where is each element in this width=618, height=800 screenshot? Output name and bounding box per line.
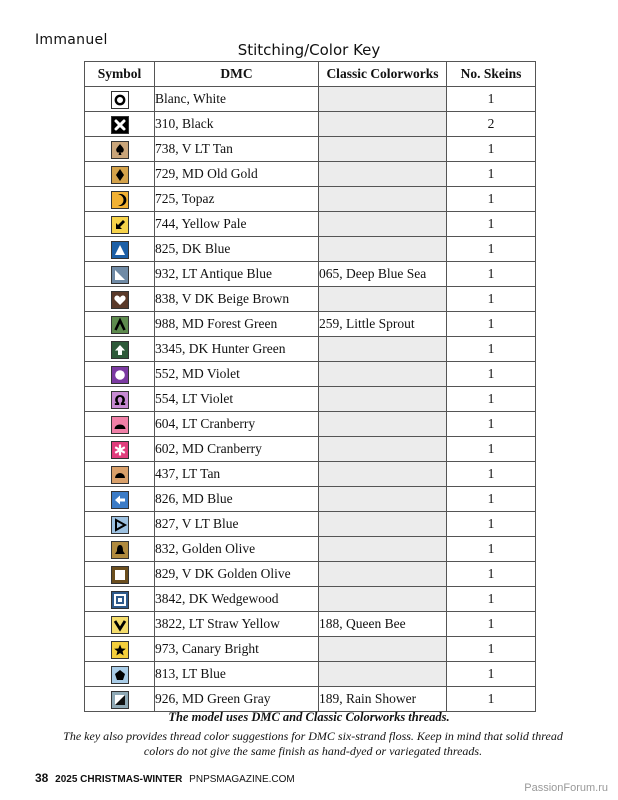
table-row	[85, 237, 536, 262]
classic-colorworks-cell	[319, 462, 447, 487]
classic-colorworks-cell	[319, 337, 447, 362]
diamond-icon	[111, 166, 129, 184]
watermark: PassionForum.ru	[524, 782, 608, 794]
issue-label: 2025 CHRISTMAS-WINTER	[55, 774, 183, 785]
page-footer	[35, 771, 295, 785]
star-icon	[111, 641, 129, 659]
classic-colorworks-cell	[319, 87, 447, 112]
dmc-cell: Blanc, White	[155, 87, 319, 112]
classic-colorworks-cell	[319, 512, 447, 537]
table-row	[85, 187, 536, 212]
chevron-down-icon	[111, 616, 129, 634]
classic-colorworks-cell: 189, Rain Shower	[319, 687, 447, 712]
dmc-cell: 827, V LT Blue	[155, 512, 319, 537]
symbol-cell	[85, 587, 155, 612]
skeins-cell: 1	[447, 187, 536, 212]
dmc-cell: 744, Yellow Pale	[155, 212, 319, 237]
classic-colorworks-cell	[319, 212, 447, 237]
symbol-cell	[85, 162, 155, 187]
square-target-icon	[111, 591, 129, 609]
classic-colorworks-cell: 065, Deep Blue Sea	[319, 262, 447, 287]
dmc-cell: 832, Golden Olive	[155, 537, 319, 562]
table-header-row	[85, 62, 536, 87]
triangle-up-icon	[111, 241, 129, 259]
dmc-cell: 3842, DK Wedgewood	[155, 587, 319, 612]
classic-colorworks-cell	[319, 387, 447, 412]
symbol-cell	[85, 662, 155, 687]
symbol-cell	[85, 387, 155, 412]
symbol-cell	[85, 687, 155, 712]
dmc-cell: 813, LT Blue	[155, 662, 319, 687]
symbol-cell	[85, 362, 155, 387]
half-circle-icon	[111, 466, 129, 484]
classic-colorworks-cell	[319, 412, 447, 437]
table-row	[85, 262, 536, 287]
skeins-cell: 1	[447, 362, 536, 387]
table-row	[85, 587, 536, 612]
symbol-cell	[85, 187, 155, 212]
skeins-cell: 1	[447, 137, 536, 162]
header-dmc: DMC	[155, 62, 319, 87]
symbol-cell	[85, 537, 155, 562]
dome-icon	[111, 416, 129, 434]
dmc-cell: 437, LT Tan	[155, 462, 319, 487]
table-row	[85, 437, 536, 462]
dmc-cell: 3345, DK Hunter Green	[155, 337, 319, 362]
color-key-table	[84, 61, 536, 712]
symbol-cell	[85, 412, 155, 437]
skeins-cell: 1	[447, 237, 536, 262]
dmc-cell: 829, V DK Golden Olive	[155, 562, 319, 587]
skeins-cell: 1	[447, 487, 536, 512]
dmc-cell: 826, MD Blue	[155, 487, 319, 512]
skeins-cell: 1	[447, 337, 536, 362]
crescent-moon-icon	[111, 191, 129, 209]
skeins-cell: 1	[447, 512, 536, 537]
table-row	[85, 337, 536, 362]
symbol-cell	[85, 487, 155, 512]
table-row	[85, 462, 536, 487]
header-no-skeins: No. Skeins	[447, 62, 536, 87]
bell-icon	[111, 541, 129, 559]
symbol-cell	[85, 637, 155, 662]
skeins-cell: 1	[447, 387, 536, 412]
circle-filled-icon	[111, 366, 129, 384]
caret-up-icon	[111, 316, 129, 334]
symbol-cell	[85, 337, 155, 362]
table-row	[85, 612, 536, 637]
symbol-cell	[85, 87, 155, 112]
symbol-cell	[85, 287, 155, 312]
table-row	[85, 362, 536, 387]
page-number: 38	[35, 771, 49, 785]
dmc-cell: 602, MD Cranberry	[155, 437, 319, 462]
table-row	[85, 112, 536, 137]
classic-colorworks-cell	[319, 362, 447, 387]
circle-open-icon	[111, 91, 129, 109]
classic-colorworks-cell	[319, 237, 447, 262]
symbol-cell	[85, 437, 155, 462]
symbol-cell	[85, 612, 155, 637]
omega-icon	[111, 391, 129, 409]
dmc-cell: 738, V LT Tan	[155, 137, 319, 162]
table-row	[85, 212, 536, 237]
dmc-cell: 838, V DK Beige Brown	[155, 287, 319, 312]
symbol-cell	[85, 512, 155, 537]
symbol-cell	[85, 112, 155, 137]
classic-colorworks-cell	[319, 287, 447, 312]
skeins-cell: 1	[447, 612, 536, 637]
arrow-down-left-icon	[111, 216, 129, 234]
table-row	[85, 687, 536, 712]
table-row	[85, 287, 536, 312]
skeins-cell: 1	[447, 637, 536, 662]
x-cross-icon	[111, 116, 129, 134]
skeins-cell: 1	[447, 662, 536, 687]
dmc-cell: 729, MD Old Gold	[155, 162, 319, 187]
skeins-cell: 1	[447, 212, 536, 237]
symbol-cell	[85, 212, 155, 237]
dmc-cell: 725, Topaz	[155, 187, 319, 212]
arrow-left-icon	[111, 491, 129, 509]
classic-colorworks-cell	[319, 112, 447, 137]
skeins-cell: 1	[447, 162, 536, 187]
symbol-cell	[85, 562, 155, 587]
dmc-cell: 932, LT Antique Blue	[155, 262, 319, 287]
dmc-cell: 988, MD Forest Green	[155, 312, 319, 337]
table-row	[85, 562, 536, 587]
skeins-cell: 1	[447, 262, 536, 287]
arrow-up-icon	[111, 341, 129, 359]
thread-note: The key also provides thread color suggestions for DMC six-strand floss. Keep in mind that solid thread colors do not give the same finish as hand-dyed or variegated threads.	[63, 729, 563, 758]
skeins-cell: 1	[447, 87, 536, 112]
classic-colorworks-cell	[319, 187, 447, 212]
symbol-cell	[85, 262, 155, 287]
square-open-icon	[111, 566, 129, 584]
skeins-cell: 1	[447, 412, 536, 437]
triangle-half-icon	[111, 691, 129, 709]
table-row	[85, 487, 536, 512]
pattern-name: Immanuel	[35, 32, 108, 48]
dmc-cell: 3822, LT Straw Yellow	[155, 612, 319, 637]
table-row	[85, 137, 536, 162]
triangle-right-icon	[111, 516, 129, 534]
table-row	[85, 387, 536, 412]
skeins-cell: 1	[447, 562, 536, 587]
table-row	[85, 537, 536, 562]
skeins-cell: 1	[447, 462, 536, 487]
spade-icon	[111, 141, 129, 159]
header-symbol: Symbol	[85, 62, 155, 87]
table-row	[85, 87, 536, 112]
dmc-cell: 554, LT Violet	[155, 387, 319, 412]
table-row	[85, 412, 536, 437]
header-classic-colorworks: Classic Colorworks	[319, 62, 447, 87]
classic-colorworks-cell	[319, 637, 447, 662]
classic-colorworks-cell	[319, 437, 447, 462]
skeins-cell: 1	[447, 687, 536, 712]
table-row	[85, 312, 536, 337]
table-row	[85, 637, 536, 662]
skeins-cell: 1	[447, 287, 536, 312]
site-url: PNPSMAGAZINE.COM	[189, 774, 295, 785]
skeins-cell: 1	[447, 437, 536, 462]
heart-icon	[111, 291, 129, 309]
thread-note-bold: The model uses DMC and Classic Colorworks threads.	[168, 710, 450, 724]
classic-colorworks-cell: 188, Queen Bee	[319, 612, 447, 637]
triangle-corner-icon	[111, 266, 129, 284]
dmc-cell: 926, MD Green Gray	[155, 687, 319, 712]
symbol-cell	[85, 237, 155, 262]
skeins-cell: 1	[447, 587, 536, 612]
classic-colorworks-cell	[319, 537, 447, 562]
symbol-cell	[85, 137, 155, 162]
skeins-cell: 1	[447, 312, 536, 337]
symbol-cell	[85, 312, 155, 337]
svg-text:Ω: Ω	[113, 393, 126, 408]
classic-colorworks-cell	[319, 137, 447, 162]
table-row	[85, 512, 536, 537]
table-row	[85, 162, 536, 187]
key-title: Stitching/Color Key	[237, 41, 381, 59]
dmc-cell: 825, DK Blue	[155, 237, 319, 262]
classic-colorworks-cell	[319, 562, 447, 587]
dmc-cell: 604, LT Cranberry	[155, 412, 319, 437]
pentagon-icon	[111, 666, 129, 684]
skeins-cell: 2	[447, 112, 536, 137]
table-row	[85, 662, 536, 687]
classic-colorworks-cell	[319, 487, 447, 512]
dmc-cell: 973, Canary Bright	[155, 637, 319, 662]
classic-colorworks-cell: 259, Little Sprout	[319, 312, 447, 337]
dmc-cell: 310, Black	[155, 112, 319, 137]
asterisk-icon	[111, 441, 129, 459]
symbol-cell	[85, 462, 155, 487]
classic-colorworks-cell	[319, 587, 447, 612]
classic-colorworks-cell	[319, 662, 447, 687]
skeins-cell: 1	[447, 537, 536, 562]
dmc-cell: 552, MD Violet	[155, 362, 319, 387]
classic-colorworks-cell	[319, 162, 447, 187]
